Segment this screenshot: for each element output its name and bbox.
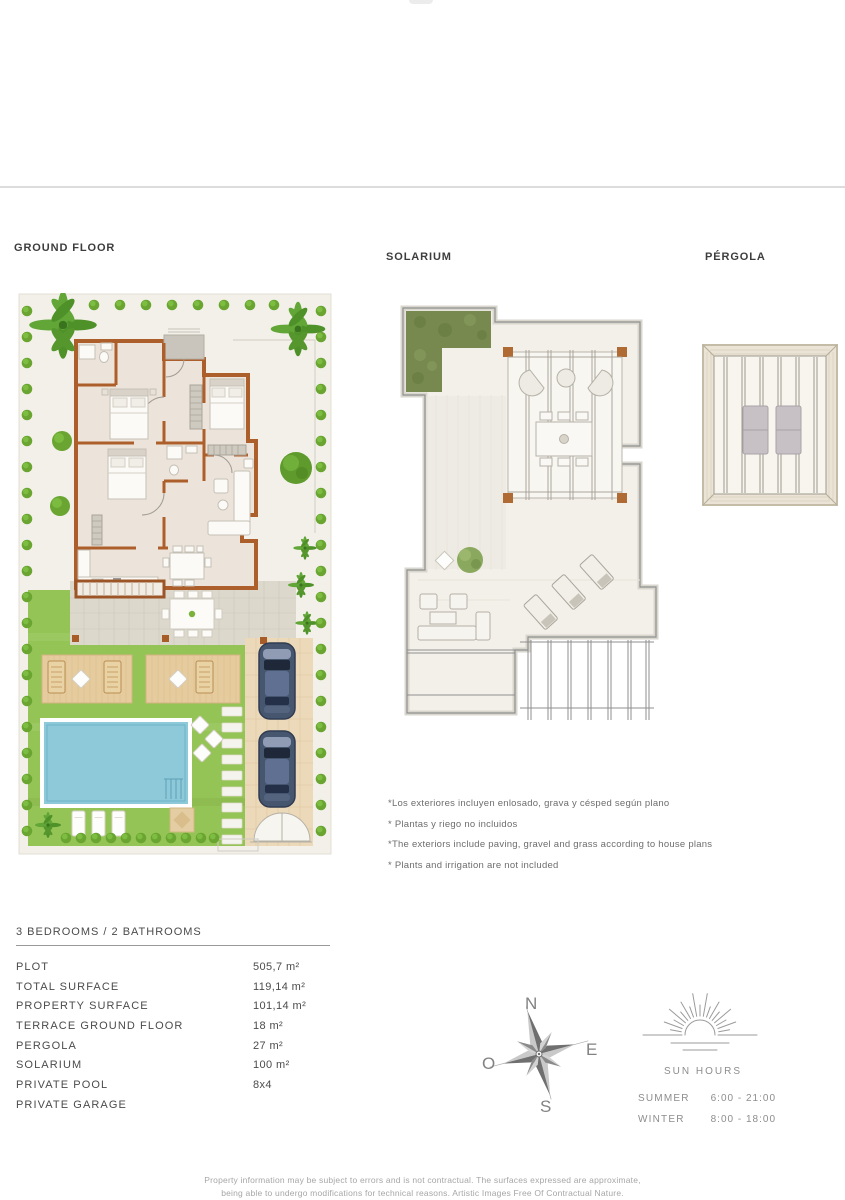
solarium-plan [390, 300, 670, 748]
ground-floor-heading: GROUND FLOOR [14, 242, 116, 254]
spec-label: SOLARIUM [16, 1059, 83, 1072]
sun-hours-table [630, 1093, 776, 1125]
spec-label: PERGOLA [16, 1039, 77, 1052]
spec-label: PRIVATE POOL [16, 1078, 109, 1091]
spec-value: 505,7 m² [253, 960, 300, 973]
table-row [16, 977, 330, 997]
sun-hours-row [630, 1114, 776, 1125]
bed [108, 449, 146, 499]
spec-value: 100 m² [253, 1059, 290, 1072]
compass-south-label: S [540, 1097, 552, 1116]
compass-east-label: E [586, 1040, 598, 1059]
sun-hours-row [630, 1093, 776, 1104]
footer-line: Property information may be subject to errors and is not contractual. The surfaces expressed are approximate, [204, 1175, 641, 1185]
ground-floor-plan [18, 293, 332, 855]
pad [170, 808, 194, 832]
exterior-notes [388, 794, 828, 876]
note-line: * Plantas y riego no incluidos [388, 818, 518, 830]
pergola-heading: PÉRGOLA [705, 251, 766, 263]
season-hours: 6:00 - 21:00 [710, 1093, 776, 1104]
note-line: *Los exteriores incluyen enlosado, grava y césped según plano [388, 798, 670, 809]
note-line: * Plants and irrigation are not included [388, 859, 559, 871]
table-row [16, 957, 330, 977]
footer-line: being able to undergo modifications for technical reasons. Artistic Images Free Of Contractual Nature. [221, 1187, 624, 1198]
table-row [16, 996, 330, 1016]
brand-mark [409, 0, 433, 4]
table-row [16, 1075, 330, 1095]
spec-value: 27 m² [253, 1039, 284, 1052]
sun-hours-section [630, 978, 776, 1135]
spec-label: TERRACE GROUND FLOOR [16, 1019, 184, 1032]
stepping-stones [222, 707, 242, 844]
footer-disclaimer [0, 1174, 845, 1199]
compass-north-label: N [525, 994, 538, 1013]
section-divider [0, 186, 845, 188]
table-row [16, 1095, 330, 1115]
spec-label: PRIVATE GARAGE [16, 1098, 127, 1111]
spec-label: PLOT [16, 960, 50, 973]
car [259, 643, 295, 719]
compass-rose-icon [478, 975, 610, 1127]
spec-value: 119,14 m² [253, 980, 306, 993]
spec-label: PROPERTY SURFACE [16, 1000, 149, 1013]
sunbeds [72, 811, 125, 836]
spec-value: 101,14 m² [253, 1000, 307, 1013]
solarium-heading: SOLARIUM [386, 251, 452, 263]
table-row [16, 1016, 330, 1036]
solarium-pergola [503, 347, 627, 503]
table-row [16, 1055, 330, 1075]
season-label: SUMMER [638, 1093, 690, 1104]
season-hours: 8:00 - 18:00 [710, 1114, 776, 1125]
terrace-pergola [76, 581, 164, 597]
pool [42, 720, 190, 806]
spec-label: TOTAL SURFACE [16, 980, 120, 993]
note-line: *The exteriors include paving, gravel and grass according to house plans [388, 839, 713, 850]
table-row [16, 1036, 330, 1056]
spec-value: 8x4 [253, 1078, 272, 1091]
compass-west-label: O [482, 1054, 496, 1073]
sun-hours-title: SUN HOURS [663, 1066, 742, 1077]
car [259, 731, 295, 807]
bed [210, 379, 244, 429]
bed [102, 389, 156, 439]
specs-title: 3 BEDROOMS / 2 BATHROOMS [16, 926, 330, 946]
spec-value: 18 m² [253, 1019, 284, 1032]
pergola-plan [700, 342, 840, 512]
entrance-canopy [164, 335, 204, 359]
specs-section [16, 926, 330, 1115]
season-label: WINTER [638, 1114, 685, 1125]
sun-icon [633, 978, 773, 1058]
